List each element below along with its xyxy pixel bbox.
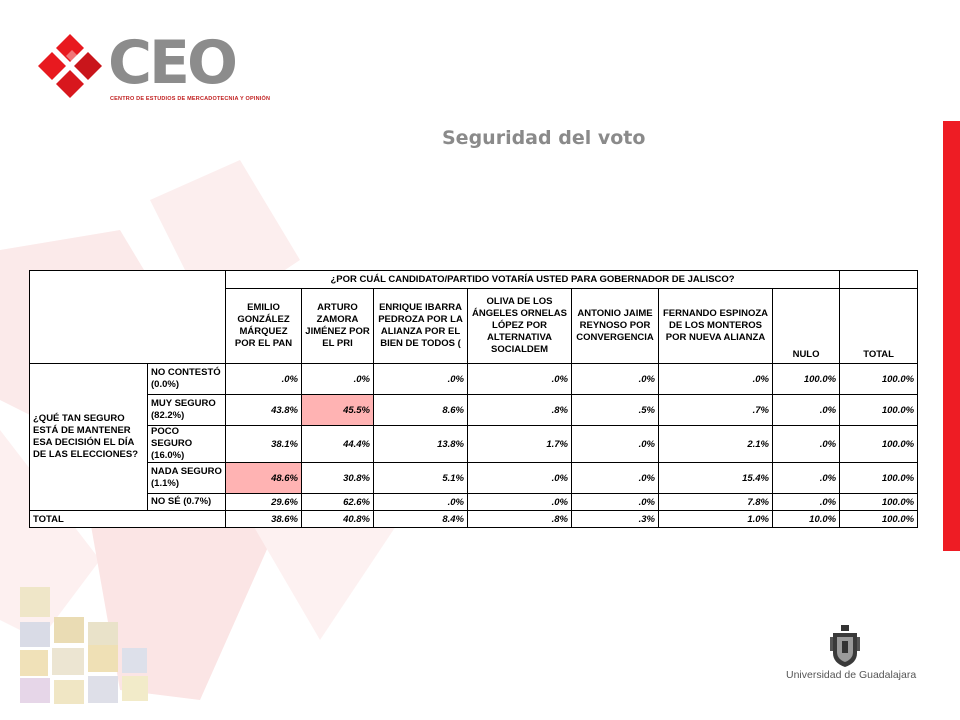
cell: 100.0%	[840, 494, 918, 511]
row-label: POCO SEGURO (16.0%)	[148, 426, 226, 463]
cell: .0%	[226, 364, 302, 395]
corner-cell	[30, 271, 226, 364]
total-label: TOTAL	[30, 511, 226, 528]
cell: 29.6%	[226, 494, 302, 511]
cell: .8%	[468, 395, 572, 426]
cell: 2.1%	[659, 426, 773, 463]
cell: 100.0%	[840, 364, 918, 395]
crosstab-table-container	[29, 270, 917, 523]
cell: 8.6%	[374, 395, 468, 426]
cell: .0%	[302, 364, 374, 395]
cell: .5%	[572, 395, 659, 426]
column-header: FERNANDO ESPINOZA DE LOS MONTEROS POR NUEVA ALIANZA	[659, 289, 773, 364]
cell: .0%	[468, 364, 572, 395]
cell: .0%	[773, 426, 840, 463]
cell: .0%	[572, 463, 659, 494]
cell: 100.0%	[840, 426, 918, 463]
cell: .0%	[659, 364, 773, 395]
accent-bar	[943, 121, 960, 551]
cell: 38.1%	[226, 426, 302, 463]
cell: .0%	[572, 494, 659, 511]
cell: 44.4%	[302, 426, 374, 463]
highlighted-cell: 48.6%	[226, 463, 302, 494]
row-question: ¿QUÉ TAN SEGURO ESTÁ DE MANTENER ESA DECISIÓN EL DÍA DE LAS ELECCIONES?	[30, 364, 148, 511]
cell: .0%	[374, 364, 468, 395]
ceo-logo	[30, 28, 271, 110]
cell: 1.0%	[659, 511, 773, 528]
cell: 100.0%	[840, 395, 918, 426]
column-header: OLIVA DE LOS ÁNGELES ORNELAS LÓPEZ POR ALTERNATIVA SOCIALDEM	[468, 289, 572, 364]
udg-seal-icon	[830, 625, 860, 667]
slide-title: Seguridad del voto	[442, 127, 646, 149]
cell: 100.0%	[773, 364, 840, 395]
cell: .7%	[659, 395, 773, 426]
cell: .8%	[468, 511, 572, 528]
cell: 15.4%	[659, 463, 773, 494]
crosstab-table	[29, 270, 918, 528]
logo-wordmark: CEO	[108, 28, 236, 98]
column-header: ENRIQUE IBARRA PEDROZA POR LA ALIANZA POR EL BIEN DE TODOS (	[374, 289, 468, 364]
cell: 40.8%	[302, 511, 374, 528]
cell: 13.8%	[374, 426, 468, 463]
cell: 10.0%	[773, 511, 840, 528]
cell: 100.0%	[840, 511, 918, 528]
header-spacer	[840, 271, 918, 289]
row-label: MUY SEGURO (82.2%)	[148, 395, 226, 426]
column-header: ANTONIO JAIME REYNOSO POR CONVERGENCIA	[572, 289, 659, 364]
total-row	[30, 511, 918, 528]
column-header: TOTAL	[840, 289, 918, 364]
cell: 100.0%	[840, 463, 918, 494]
cell: .0%	[468, 463, 572, 494]
cell: 62.6%	[302, 494, 374, 511]
column-header: EMILIO GONZÁLEZ MÁRQUEZ POR EL PAN	[226, 289, 302, 364]
cell: 30.8%	[302, 463, 374, 494]
cell: .0%	[773, 463, 840, 494]
table-row	[30, 426, 918, 463]
cell: .0%	[374, 494, 468, 511]
header-question: ¿POR CUÁL CANDIDATO/PARTIDO VOTARÍA USTED PARA GOBERNADOR DE JALISCO?	[226, 271, 840, 289]
cell: 38.6%	[226, 511, 302, 528]
cell: .3%	[572, 511, 659, 528]
highlighted-cell: 45.5%	[302, 395, 374, 426]
logo-subtitle: CENTRO DE ESTUDIOS DE MERCADOTECNIA Y OPINIÓN	[110, 96, 271, 102]
cell: 43.8%	[226, 395, 302, 426]
cell: 5.1%	[374, 463, 468, 494]
cell: .0%	[572, 364, 659, 395]
table-row	[30, 364, 918, 395]
cell: .0%	[468, 494, 572, 511]
row-label: NADA SEGURO (1.1%)	[148, 463, 226, 494]
table-row	[30, 463, 918, 494]
cell: .0%	[773, 395, 840, 426]
column-header: ARTURO ZAMORA JIMÉNEZ POR EL PRI	[302, 289, 374, 364]
table-row	[30, 494, 918, 511]
table-row	[30, 395, 918, 426]
logo-diamonds-icon	[30, 30, 110, 110]
row-label: NO CONTESTÓ (0.0%)	[148, 364, 226, 395]
cell: .0%	[773, 494, 840, 511]
institution-name: Universidad de Guadalajara	[786, 669, 917, 681]
cell: 1.7%	[468, 426, 572, 463]
cell: 8.4%	[374, 511, 468, 528]
cell: 7.8%	[659, 494, 773, 511]
row-label: NO SÉ (0.7%)	[148, 494, 226, 511]
column-header: NULO	[773, 289, 840, 364]
cell: .0%	[572, 426, 659, 463]
